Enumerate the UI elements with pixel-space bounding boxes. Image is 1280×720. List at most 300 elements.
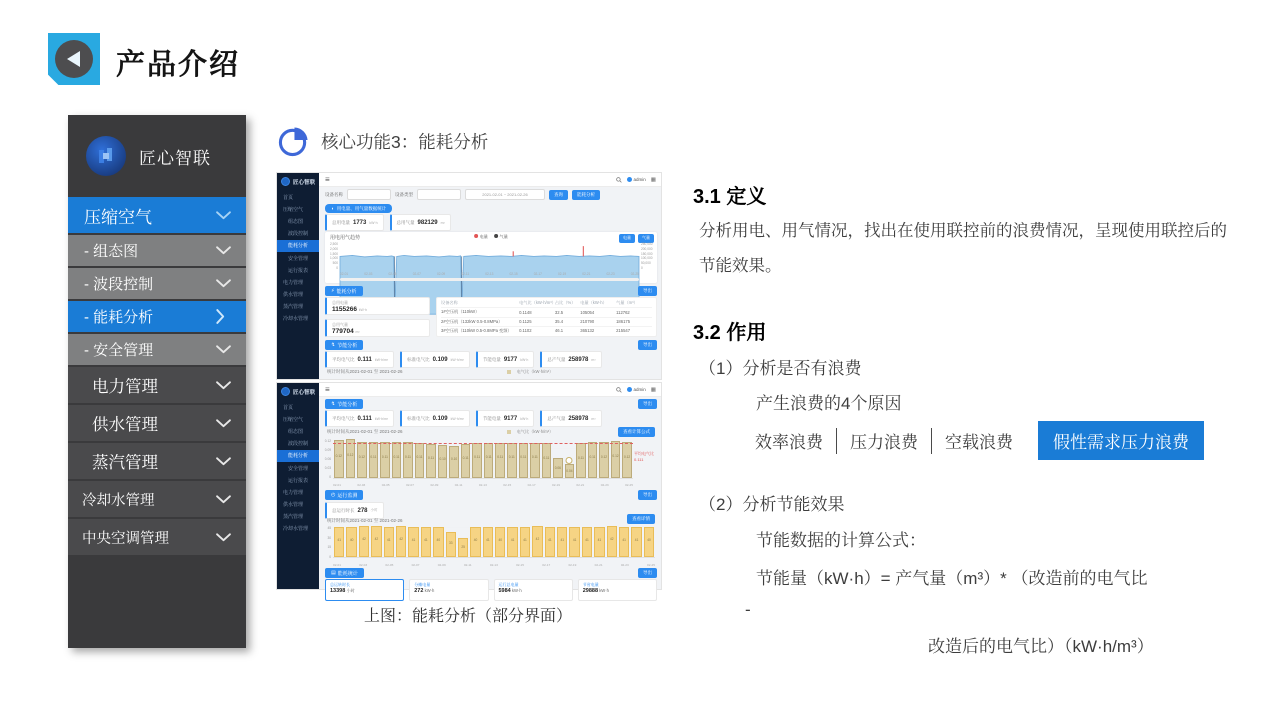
app-nav-item[interactable]: 安全管理 xyxy=(288,255,309,262)
bar-legend xyxy=(507,429,553,435)
hamburger-icon[interactable]: ≡ xyxy=(325,385,330,394)
axis-tick: 0 xyxy=(329,554,331,559)
stat-card[interactable] xyxy=(409,579,488,601)
chip-label: 节能电量 xyxy=(482,415,501,421)
bar xyxy=(557,527,567,557)
slide-logo-badge xyxy=(48,33,100,85)
brand-name: 匠心智联 xyxy=(139,148,211,168)
bar xyxy=(392,442,402,478)
saving-chips xyxy=(325,351,602,368)
section-tag: ▤ 能耗统计 xyxy=(325,568,364,578)
chevron-right-icon xyxy=(216,309,231,324)
section-saving xyxy=(325,399,657,409)
stats-cards xyxy=(325,579,657,601)
search-icon[interactable] xyxy=(616,387,622,393)
bar xyxy=(334,440,344,478)
bar xyxy=(357,442,367,478)
stat-chip xyxy=(540,351,601,368)
function-header xyxy=(278,126,488,157)
axis-tick: 02-19 xyxy=(568,563,577,567)
axis-tick: 0.12 xyxy=(324,439,331,443)
bar-value-label: 0.11 xyxy=(497,455,504,460)
bar-yaxis xyxy=(320,439,331,479)
card-label: 分摊电量 xyxy=(414,582,431,587)
bar xyxy=(576,443,586,478)
bar xyxy=(611,441,621,478)
bars xyxy=(333,439,633,479)
apps-grid-icon[interactable]: ▦ xyxy=(650,386,656,393)
app-nav-item[interactable]: 运行报表 xyxy=(288,267,309,274)
bar-value-label: 41 xyxy=(510,537,515,542)
axis-tick: 02-09 xyxy=(437,563,446,567)
app-brand xyxy=(277,383,319,401)
trend-yaxis-left xyxy=(326,242,338,270)
card-value: 272 kW·h xyxy=(414,588,435,594)
top-stat-chips xyxy=(325,214,451,231)
card-label: 总运转时长 xyxy=(330,582,350,587)
axis-tick: 200,000 xyxy=(641,246,653,251)
legend-label: 电气比（kW·h/m³） xyxy=(516,429,554,434)
pie-chart-icon xyxy=(278,126,309,157)
export-button[interactable]: 导出 xyxy=(638,490,657,500)
app-nav-item[interactable]: 供水管理 xyxy=(283,502,304,509)
chip-label: 总产气量 xyxy=(547,415,566,421)
chart-scrollbar[interactable] xyxy=(340,278,639,282)
card-value: 779704 m³ xyxy=(332,327,360,335)
calc-button[interactable]: 能耗分析 xyxy=(572,190,600,200)
bar xyxy=(359,526,369,557)
stat-chip xyxy=(540,410,601,427)
bar-value-label: 41 xyxy=(634,537,639,542)
app-nav-item[interactable]: 供水管理 xyxy=(283,292,304,299)
bar-value-label: 41 xyxy=(622,537,626,542)
bar-value-label: 42 xyxy=(535,537,540,542)
range-text: 统计时间从2021-02-01 至 2021-02-26 xyxy=(327,518,403,523)
table-cell: 32.5 xyxy=(554,309,564,315)
stat-card[interactable] xyxy=(494,579,573,601)
flash-icon: ⚡ xyxy=(331,288,335,294)
bar-value-label: 0.11 xyxy=(589,455,596,460)
bar xyxy=(594,527,604,557)
bar xyxy=(484,443,494,478)
axis-tick: 150,000 xyxy=(641,251,653,256)
axis-tick: 02-25 xyxy=(647,563,655,567)
bar-value-label: 0.11 xyxy=(508,455,515,460)
app-nav-item[interactable]: 首页 xyxy=(283,194,294,201)
app-nav-item[interactable]: 组态图 xyxy=(288,218,304,225)
stat-card[interactable] xyxy=(325,579,404,601)
axis-tick: 30 xyxy=(327,535,331,540)
app-nav-item[interactable]: 冷却水管理 xyxy=(283,526,309,533)
trend-panel xyxy=(325,232,657,283)
bar-value-label: 41 xyxy=(411,537,416,542)
waste-item-highlighted: 假性需求压力浪费 xyxy=(1038,421,1204,460)
bar-value-label: 0.11 xyxy=(531,455,538,460)
bar-value-label: 41 xyxy=(486,537,490,542)
filter-label-2: 设备类型 xyxy=(395,191,413,197)
legend-square-icon xyxy=(507,370,511,374)
chip-value: 982129 xyxy=(417,219,438,226)
table-cell: 210790 xyxy=(580,319,595,325)
sidebar-item-label: 电力管理 xyxy=(92,378,158,396)
table-cell: 215547 xyxy=(616,328,631,334)
bar-value-label: 42 xyxy=(362,537,366,542)
bar-value-label: 0.11 xyxy=(474,455,481,460)
point-2-sub: 节能数据的计算公式： xyxy=(756,531,926,550)
axis-tick: 15 xyxy=(327,545,331,550)
chip-unit: kW·h xyxy=(520,357,529,362)
chip-label: 标准电气比 xyxy=(407,415,430,421)
bar-value-label: 41 xyxy=(337,537,341,542)
bar-value-label: 41 xyxy=(560,537,564,542)
table-cell: 186175 xyxy=(616,319,631,325)
axis-tick: 0 xyxy=(336,265,338,270)
axis-tick: 02-07 xyxy=(406,483,414,487)
axis-tick: 02-09 xyxy=(437,272,446,276)
app-nav-item[interactable]: 蒸汽管理 xyxy=(283,514,304,521)
app-nav-item[interactable]: 电力管理 xyxy=(283,279,304,286)
bar-value-label: 41 xyxy=(424,537,428,542)
sidebar-item-compressed-air[interactable] xyxy=(68,197,246,233)
chip-value: 0.111 xyxy=(357,356,372,363)
app-logo-icon xyxy=(281,177,290,186)
bar xyxy=(396,526,406,557)
user-avatar[interactable] xyxy=(627,177,646,182)
table-header: 电量（kW·h） xyxy=(580,300,607,306)
chip-unit: kW·h/m³ xyxy=(374,357,389,362)
stat-chip xyxy=(400,351,470,368)
section-energy xyxy=(325,286,657,296)
chip-unit: kW·h xyxy=(369,220,378,225)
bar-legend xyxy=(507,369,553,375)
chevron-down-icon xyxy=(216,381,231,390)
app-sidebar xyxy=(277,173,319,379)
bar xyxy=(403,442,413,478)
stat-chip xyxy=(325,351,394,368)
stat-chip xyxy=(325,502,384,519)
axis-tick: 02-07 xyxy=(411,563,420,567)
app-nav-item[interactable]: 蒸汽管理 xyxy=(283,304,304,311)
chevron-down-icon xyxy=(216,533,231,542)
sidebar xyxy=(68,115,246,648)
leaf-icon: ↯ xyxy=(331,342,336,348)
sidebar-item-label: 蒸汽管理 xyxy=(92,454,158,472)
sidebar-item-water-supply[interactable] xyxy=(68,405,246,441)
app-main xyxy=(319,383,661,594)
axis-tick: 02-13 xyxy=(489,563,498,567)
axis-tick: 02-09 xyxy=(430,483,439,487)
red-annotation: 平均电气比 0.111 xyxy=(634,451,654,462)
screenshot-caption: 上图：能耗分析（部分界面） xyxy=(363,608,572,625)
apps-grid-icon[interactable]: ▦ xyxy=(650,176,656,183)
search-icon[interactable] xyxy=(616,177,622,183)
chip-value: 0.109 xyxy=(432,356,448,363)
axis-tick: 02-03 xyxy=(357,483,366,487)
section-saving xyxy=(325,340,657,350)
chip-value: 9177 xyxy=(503,356,518,363)
bar-value-label: 40 xyxy=(498,538,503,543)
bar-value-label: 0.06 xyxy=(554,465,561,470)
table-cell: 0.1125 xyxy=(519,319,532,325)
sidebar-item-steam[interactable] xyxy=(68,443,246,479)
point-1-sub: 产生浪费的4个原因 xyxy=(756,394,902,413)
bar-xaxis xyxy=(333,483,633,487)
bar-value-label: 0.10 xyxy=(450,457,458,462)
axis-tick: 02-15 xyxy=(516,563,524,567)
app-nav-item[interactable]: 波段控制 xyxy=(288,441,309,448)
bar xyxy=(483,527,493,557)
chip-value: 0.109 xyxy=(432,415,448,422)
sidebar-item-band-control[interactable] xyxy=(68,268,246,299)
sidebar-item-label: 供水管理 xyxy=(92,416,158,434)
stat-card[interactable] xyxy=(578,579,657,601)
waste-item: 空载浪费 xyxy=(945,433,1013,452)
sidebar-item-energy-analysis[interactable] xyxy=(68,301,246,332)
sidebar-item-label: 冷却水管理 xyxy=(82,492,155,509)
section-3-2-title: 3.2 作用 xyxy=(693,322,767,344)
user-avatar[interactable] xyxy=(627,387,646,392)
bar-value-label: 40 xyxy=(473,538,478,543)
hamburger-icon[interactable]: ≡ xyxy=(325,175,330,184)
axis-tick: 50,000 xyxy=(641,261,651,266)
axis-tick: 02-23 xyxy=(606,272,615,276)
bar-value-label: 0.11 xyxy=(393,455,400,460)
bar xyxy=(408,527,418,557)
bar xyxy=(565,464,575,478)
app-nav-item[interactable]: 压缩空气 xyxy=(283,416,304,423)
bar xyxy=(532,526,542,557)
bar-value-label: 0.12 xyxy=(623,454,631,459)
detail-button[interactable]: 查看详情 xyxy=(627,514,655,524)
axis-tick: 45 xyxy=(327,526,331,530)
formula-line-3: 改造后的电气比）（kW·h/m³） xyxy=(928,637,1154,656)
axis-tick: 500 xyxy=(332,261,338,266)
chip-value: 258978 xyxy=(568,415,589,422)
query-button[interactable]: 查询 xyxy=(549,190,568,200)
table-header-row xyxy=(441,299,652,308)
bar-value-label: 42 xyxy=(399,537,403,542)
axis-tick: 02-19 xyxy=(558,272,567,276)
trend-xaxis xyxy=(340,272,639,276)
axis-tick: 02-25 xyxy=(630,272,639,276)
axis-tick: 1,000 xyxy=(330,256,338,261)
stat-chip xyxy=(390,214,451,231)
bar-value-label: 0.12 xyxy=(600,454,608,459)
sidebar-item-cooling-water[interactable] xyxy=(68,481,246,517)
chip-label: 总运行时长 xyxy=(332,507,355,513)
device-type-input[interactable] xyxy=(417,189,461,200)
bar-value-label: 33 xyxy=(448,541,453,546)
bars xyxy=(333,526,655,558)
bar xyxy=(449,446,459,478)
axis-tick: 02-03 xyxy=(364,272,373,276)
bar xyxy=(520,527,530,557)
bar xyxy=(507,443,517,478)
sidebar-item-schematic[interactable] xyxy=(68,235,246,266)
sidebar-item-power[interactable] xyxy=(68,367,246,403)
chip-value: 258978 xyxy=(568,356,589,363)
app-nav-item[interactable]: 首页 xyxy=(283,404,294,411)
chip-value: 278 xyxy=(357,507,368,514)
card-value: 5984 kW·h xyxy=(498,588,522,594)
chevron-down-icon xyxy=(216,495,231,504)
chip-label: 标准电气比 xyxy=(407,356,430,362)
trend-toggle-electric[interactable]: 电量 xyxy=(619,234,635,243)
table-cell: 105054 xyxy=(580,309,595,315)
chip-unit: m³ xyxy=(591,416,596,421)
axis-tick: 02-21 xyxy=(582,272,591,276)
sidebar-menu xyxy=(68,197,246,555)
chip-label: 节能电量 xyxy=(482,356,501,362)
sidebar-item-hvac[interactable] xyxy=(68,519,246,555)
export-button[interactable]: 导出 xyxy=(638,340,657,350)
chip-unit: kW·h/m³ xyxy=(374,416,389,421)
device-name-input[interactable] xyxy=(347,189,391,200)
export-button[interactable]: 导出 xyxy=(638,399,657,409)
legend-label: 电气比（kW·h/m³） xyxy=(516,369,554,374)
export-button[interactable]: 导出 xyxy=(638,286,657,296)
formula-line-1: 节能量（kW·h）= 产气量（m³）* （改造前的电气比 xyxy=(756,569,1148,588)
chip-unit: m³ xyxy=(591,357,596,362)
app-nav-item[interactable]: 冷却水管理 xyxy=(283,316,309,323)
app-main xyxy=(319,173,661,379)
section-monitor xyxy=(325,490,657,500)
table-header: 设备名称 xyxy=(441,300,458,306)
bar xyxy=(415,443,425,478)
table-cell: 0.1102 xyxy=(519,328,532,334)
chip-unit: kW·h/m³ xyxy=(450,416,464,421)
bar xyxy=(553,458,563,478)
axis-tick: 02-13 xyxy=(485,272,494,276)
app-nav-item[interactable]: 能耗分析 xyxy=(277,450,319,462)
function-title: 核心功能3：能耗分析 xyxy=(321,132,489,152)
app-nav-item[interactable]: 能耗分析 xyxy=(277,240,319,252)
axis-tick: 02-23 xyxy=(600,483,609,487)
axis-tick: 100,000 xyxy=(641,256,653,261)
bar xyxy=(346,527,356,557)
sidebar-item-safety[interactable] xyxy=(68,334,246,365)
app-brand-name: 匠心智联 xyxy=(293,389,316,396)
axis-tick: 0.09 xyxy=(324,448,331,452)
bar xyxy=(588,442,598,478)
chip-value: 9177 xyxy=(503,415,518,422)
bar xyxy=(507,527,517,557)
app-nav-item[interactable]: 运行报表 xyxy=(288,477,309,484)
avatar-icon xyxy=(627,387,632,392)
bar-value-label: 0.11 xyxy=(520,455,527,460)
sidebar-item-label: 中央空调管理 xyxy=(82,530,169,547)
axis-tick: 02-19 xyxy=(552,483,560,487)
gas-bar-chart xyxy=(319,526,661,566)
app-nav-item[interactable]: 波段控制 xyxy=(288,231,309,238)
bar-value-label: 0.11 xyxy=(404,454,411,459)
bar xyxy=(622,442,632,478)
energy-cards xyxy=(325,297,430,337)
axis-tick: 02-01 xyxy=(333,563,341,567)
chart-icon: ▤ xyxy=(331,570,336,576)
axis-tick: 02-23 xyxy=(620,563,629,567)
table-cell: 35.4 xyxy=(554,319,564,325)
bar-value-label: 0.11 xyxy=(485,455,492,460)
bar xyxy=(421,527,431,557)
app-nav-item[interactable]: 压缩空气 xyxy=(283,206,304,213)
axis-tick: 02-21 xyxy=(594,563,603,567)
bar-value-label: 0.11 xyxy=(543,455,550,460)
app-topbar xyxy=(319,383,661,397)
point-1: （1）分析是否有浪费 xyxy=(699,359,862,378)
app-nav xyxy=(277,191,319,325)
section-tag: ↯ 节能分析 xyxy=(325,340,363,350)
waste-reasons-row xyxy=(755,421,1204,460)
chip-label: 总用气量 xyxy=(396,219,415,225)
anomaly-marker-icon xyxy=(566,457,573,464)
chip-unit: 小时 xyxy=(370,508,378,512)
app-logo-icon xyxy=(281,387,290,396)
legend-item: 电量 xyxy=(474,234,488,240)
table-row xyxy=(441,318,652,327)
app-screenshot-2 xyxy=(276,382,662,594)
bar-value-label: 0.12 xyxy=(347,453,354,458)
bar xyxy=(438,445,448,478)
bar-value-label: 0.11 xyxy=(428,455,434,460)
export-button[interactable]: 导出 xyxy=(638,568,657,578)
chevron-down-icon xyxy=(216,345,231,354)
app-nav-item[interactable]: 安全管理 xyxy=(288,465,309,472)
bar xyxy=(472,443,482,478)
megaphone-icon: ◖ xyxy=(331,206,334,211)
trend-toggle-gas[interactable]: 气量 xyxy=(638,234,654,243)
point-2: （2）分析节能效果 xyxy=(699,495,845,514)
stat-chip xyxy=(325,410,394,427)
stat-card xyxy=(325,297,430,315)
formula-button[interactable]: 查看计算公式 xyxy=(618,427,655,437)
bar-yaxis xyxy=(320,526,331,559)
sidebar-brand xyxy=(68,115,246,197)
app-nav-item[interactable]: 电力管理 xyxy=(283,489,304,496)
date-range-input[interactable]: 2021-02-01 ~ 2021-02-26 xyxy=(465,189,545,200)
chevron-down-icon xyxy=(216,279,231,288)
bar-value-label: 40 xyxy=(349,538,354,543)
bar xyxy=(599,442,609,478)
chevron-down-icon xyxy=(216,419,231,428)
monitor-chips xyxy=(325,502,384,519)
bar-value-label: 0.11 xyxy=(370,454,377,459)
chevron-down-icon xyxy=(216,457,231,466)
axis-tick: 02-03 xyxy=(359,563,368,567)
notice-banner xyxy=(325,204,392,213)
app-nav-item[interactable]: 组态图 xyxy=(288,428,304,435)
bar xyxy=(461,444,471,478)
ratio-bar-chart xyxy=(319,439,661,487)
bar xyxy=(369,442,379,478)
bar-value-label: 41 xyxy=(386,537,391,542)
bar-value-label: 41 xyxy=(572,537,577,542)
sidebar-item-label: - 组态图 xyxy=(84,243,139,260)
stat-chip xyxy=(476,410,535,427)
bar xyxy=(644,527,654,557)
chip-label: 平均电气比 xyxy=(332,356,355,362)
bar xyxy=(470,527,480,557)
card-label: 总用电量 xyxy=(332,299,348,305)
waste-item: 效率浪费 xyxy=(755,433,823,452)
bar xyxy=(495,443,505,478)
saving-chips xyxy=(325,410,602,427)
bar-value-label: 41 xyxy=(523,537,527,542)
legend-dot-icon xyxy=(494,234,498,238)
app-brand xyxy=(277,173,319,191)
table-header: 气量（m³） xyxy=(616,300,638,306)
bar-xaxis xyxy=(333,563,655,567)
